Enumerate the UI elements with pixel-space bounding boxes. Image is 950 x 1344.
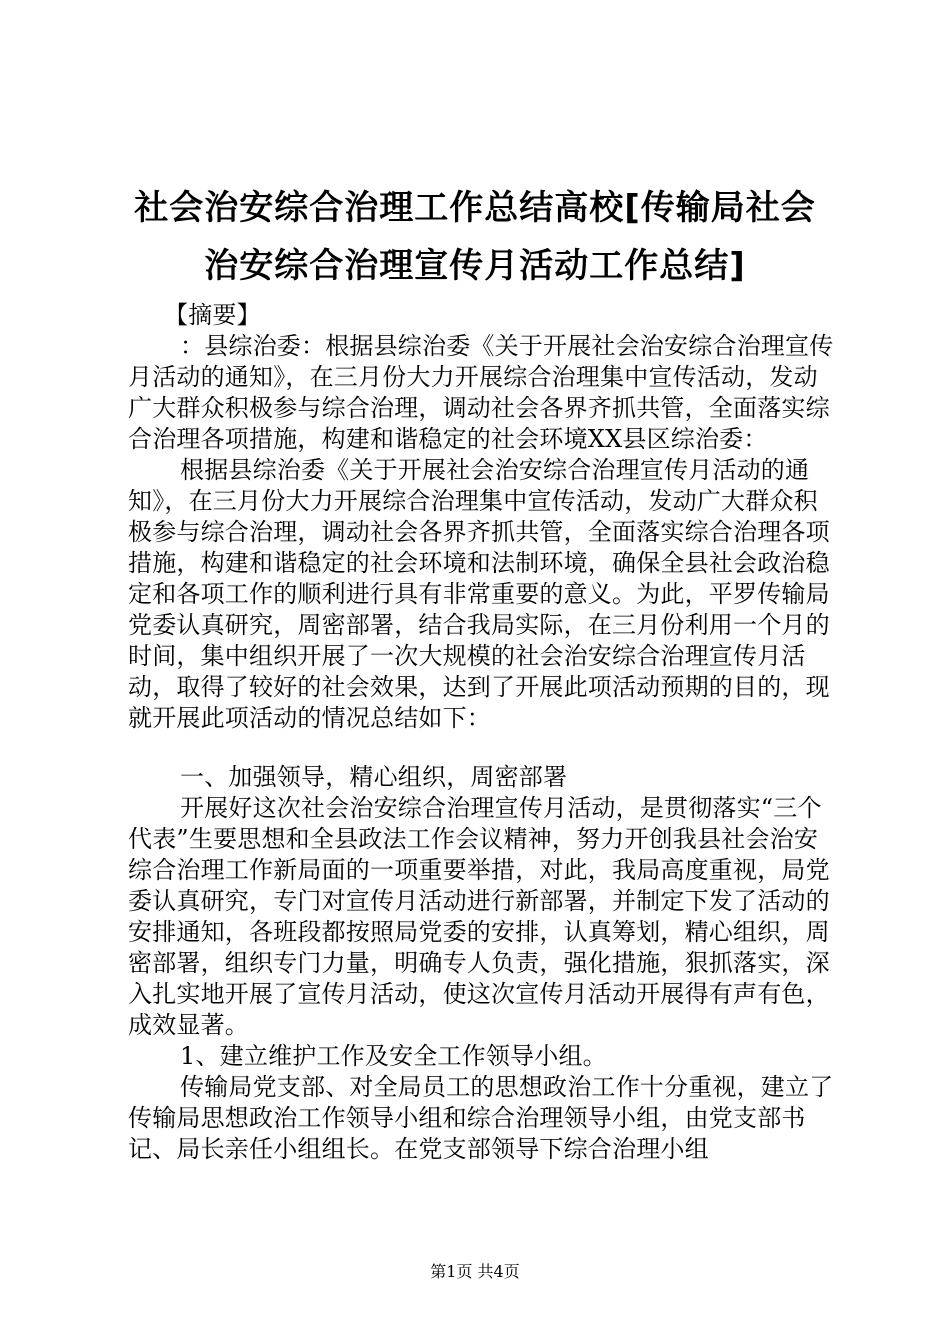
subsection-heading-1: 1、建立维护工作及安全工作领导小组。: [180, 1042, 607, 1070]
section-heading-1: 一、加强领导，精心组织，周密部署: [180, 763, 568, 791]
paragraph-abstract: ：县综治委：根据县综治委《关于开展社会治安综合治理宣传月活动的通知》，在三月份大力开展综合治理集中宣传活动，发动广大群众积极参与综合治理，调动社会各界齐抓共管，全面落实综合治理各项措施，构建和谐稳定的社会环境XX县区综治委：: [128, 332, 834, 453]
document-title-line-2: 治安综合治理宣传月活动工作总结]: [204, 246, 746, 286]
document-body: [128, 300, 838, 1165]
paragraph-gap: [128, 734, 838, 762]
abstract-label: 【摘要】: [164, 301, 261, 329]
paragraph-intro: 根据县综治委《关于开展社会治安综合治理宣传月活动的通知》，在三月份大力开展综合治理集中宣传活动，发动广大群众积极参与综合治理，调动社会各界齐抓共管，全面落实综合治理各项措施，构建和谐稳定的社会环境和法制环境，确保全县社会政治稳定和各项工作的顺利进行具有非常重要的意义。为此，平罗传输局党委认真研究，周密部署，结合我局实际，在三月份利用一个月的时间，集中组织开展了一次大规模的社会治安综合治理宣传月活动，取得了较好的社会效果，达到了开展此项活动预期的目的，现就开展此项活动的情况总结如下：: [128, 456, 830, 732]
page-footer: 第1页 共4页: [430, 1262, 520, 1281]
paragraph-subsection-1: 传输局党支部、对全局员工的思想政治工作十分重视，建立了传输局思想政治工作领导小组和综合治理领导小组，由党支部书记、局长亲任小组组长。在党支部领导下综合治理小组: [128, 1073, 834, 1163]
document-title-line-1: 社会治安综合治理工作总结高校[传输局社会: [134, 188, 816, 228]
paragraph-section-1: 开展好这次社会治安综合治理宣传月活动，是贯彻落实“三个代表”生要思想和全县政法工作会议精神，努力开创我县社会治安综合治理工作新局面的一项重要举措，对此，我局高度重视，局党委认真研究，专门对宣传月活动进行新部署，并制定下发了活动的安排通知，各班段都按照局党委的安排，认真筹划，精心组织，周密部署，组织专门力量，明确专人负责，强化措施，狠抓落实，深入扎实地开展了宣传月活动，使这次宣传月活动开展得有声有色，成效显著。: [128, 794, 830, 1039]
